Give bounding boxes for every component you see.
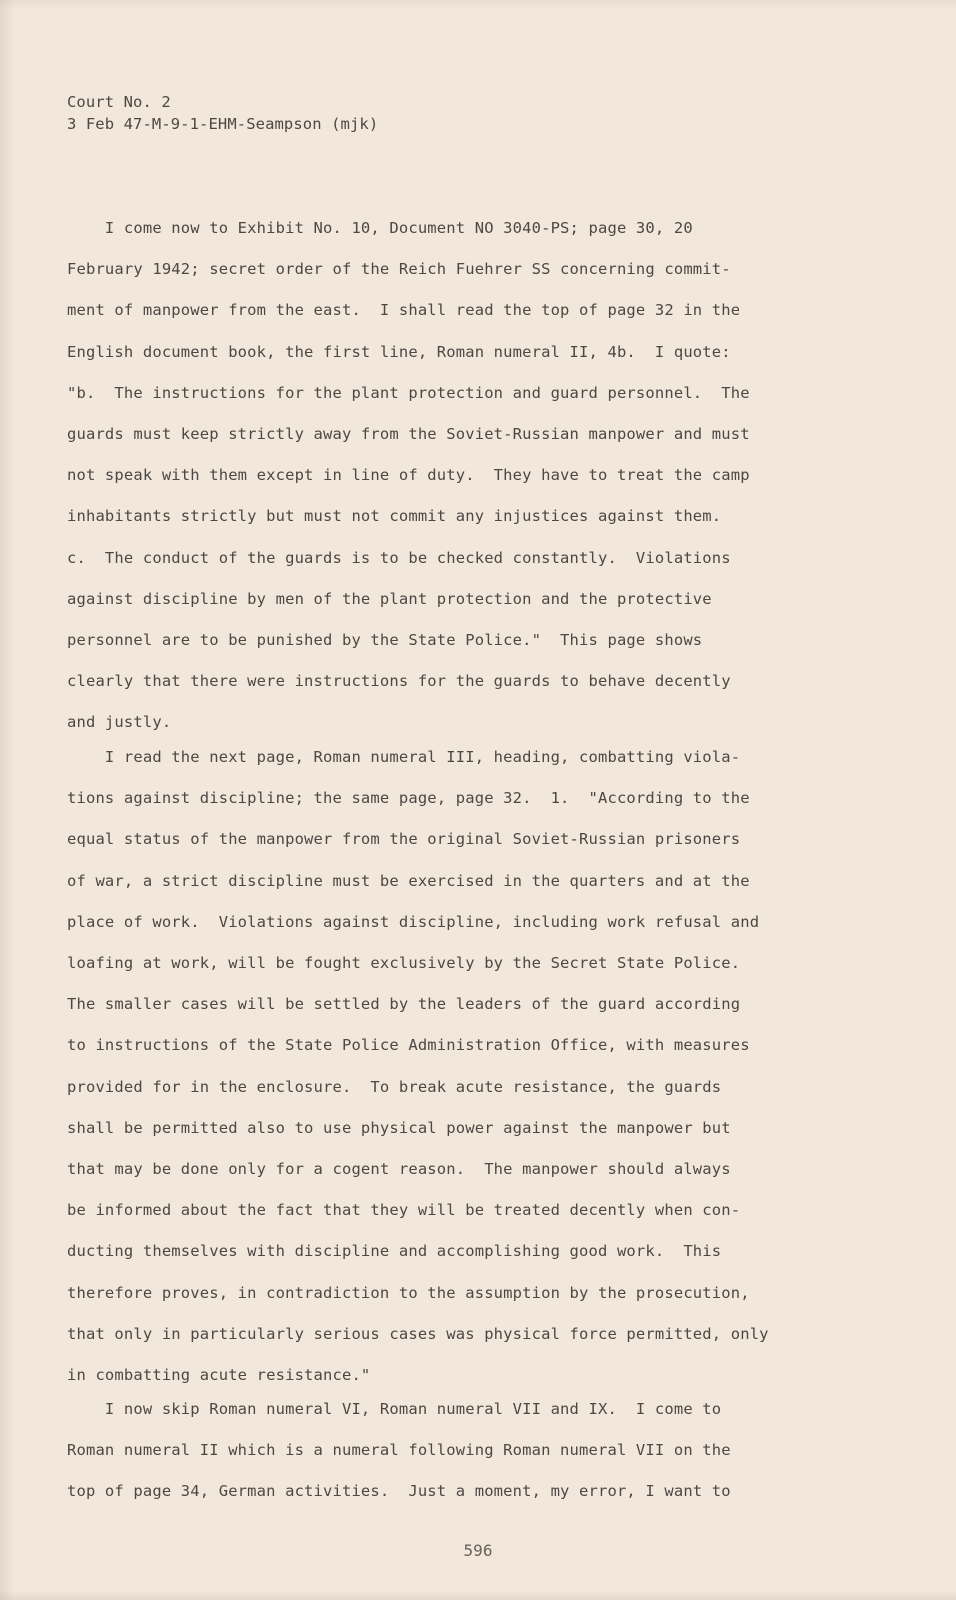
text-line: in combatting acute resistance."	[67, 1366, 371, 1385]
text-line: of war, a strict discipline must be exercised in the quarters and at the	[67, 871, 750, 890]
text-line: not speak with them except in line of duty. They have to treat the camp	[67, 466, 750, 485]
text-line: I read the next page, Roman numeral III, heading, combatting viola-	[67, 748, 741, 766]
document-header	[67, 91, 378, 135]
text-line: place of work. Violations against discipline, including work refusal and	[67, 912, 760, 931]
text-line: guards must keep strictly away from the Soviet-Russian manpower and must	[67, 425, 750, 444]
text-line: I come now to Exhibit No. 10, Document NO 3040-PS; page 30, 20	[67, 219, 693, 237]
text-line: ducting themselves with discipline and accomplishing good work. This	[67, 1242, 722, 1261]
text-line: loafing at work, will be fought exclusively by the Secret State Police.	[67, 954, 741, 973]
text-line: against discipline by men of the plant protection and the protective	[67, 589, 712, 608]
text-line: shall be permitted also to use physical power against the manpower but	[67, 1118, 731, 1137]
text-line: that only in particularly serious cases was physical force permitted, only	[67, 1324, 769, 1343]
paragraph-skip-numerals	[67, 1389, 731, 1513]
text-line: I now skip Roman numeral VI, Roman numeral VII and IX. I come to	[67, 1400, 722, 1418]
paragraph-roman-numeral-iii	[67, 737, 769, 1396]
text-line: personnel are to be punished by the State Police." This page shows	[67, 631, 703, 650]
text-line: be informed about the fact that they will be treated decently when con-	[67, 1201, 741, 1220]
text-line: to instructions of the State Police Administration Office, with measures	[67, 1036, 750, 1055]
text-line: and justly.	[67, 713, 172, 732]
text-line: "b. The instructions for the plant protection and guard personnel. The	[67, 383, 750, 402]
text-line: The smaller cases will be settled by the leaders of the guard according	[67, 995, 741, 1014]
text-line: English document book, the first line, Roman numeral II, 4b. I quote:	[67, 342, 731, 361]
session-reference: 3 Feb 47-M-9-1-EHM-Seampson (mjk)	[67, 115, 379, 133]
text-line: c. The conduct of the guards is to be checked constantly. Violations	[67, 548, 731, 567]
text-line: therefore proves, in contradiction to the assumption by the prosecution,	[67, 1283, 750, 1302]
text-line: equal status of the manpower from the original Soviet-Russian prisoners	[67, 830, 741, 849]
text-line: inhabitants strictly but must not commit any injustices against them.	[67, 507, 722, 526]
text-line: provided for in the enclosure. To break acute resistance, the guards	[67, 1077, 722, 1096]
text-line: tions against discipline; the same page, page 32. 1. "According to the	[67, 789, 750, 808]
text-line: February 1942; secret order of the Reich Fuehrer SS concerning commit-	[67, 260, 731, 279]
text-line: top of page 34, German activities. Just a moment, my error, I want to	[67, 1482, 731, 1501]
text-line: Roman numeral II which is a numeral following Roman numeral VII on the	[67, 1441, 731, 1460]
page-number: 596	[463, 1541, 493, 1560]
text-line: clearly that there were instructions for the guards to behave decently	[67, 672, 731, 691]
text-line: ment of manpower from the east. I shall read the top of page 32 in the	[67, 301, 741, 320]
paragraph-exhibit-10	[67, 208, 750, 744]
text-line: that may be done only for a cogent reason. The manpower should always	[67, 1160, 731, 1179]
court-label: Court No. 2	[67, 93, 171, 111]
